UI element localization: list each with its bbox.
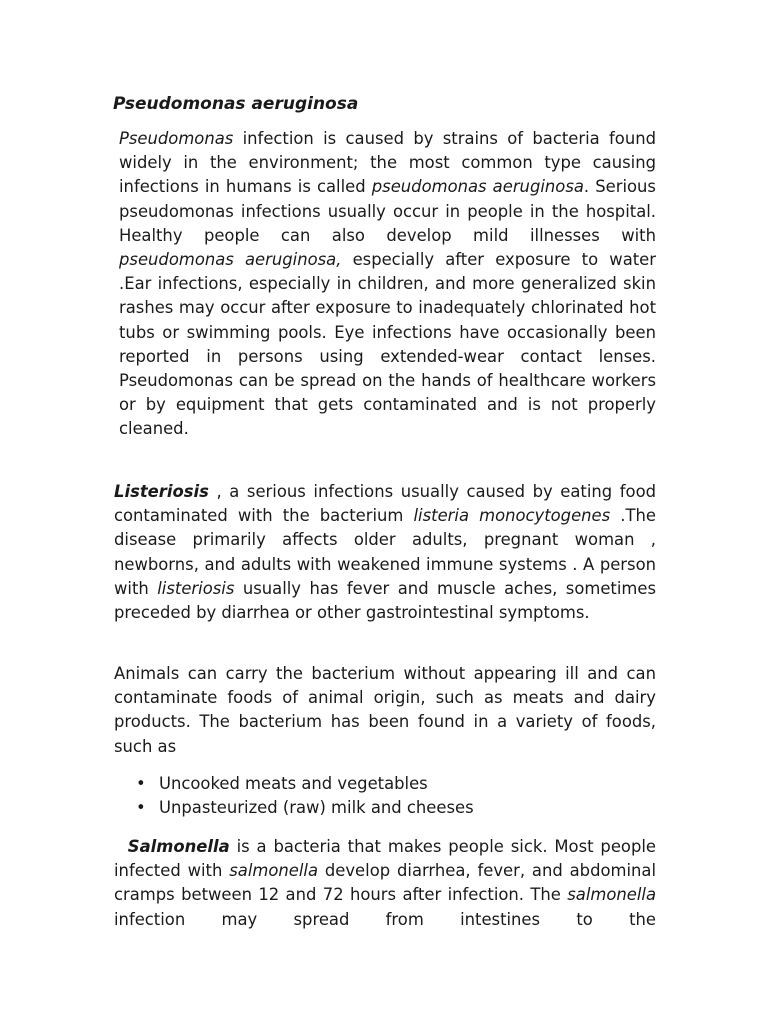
paragraph-text: especially after exposure to water .Ear infections, especially in children, and more generalized skin rashes may occur after exposure to inadequately chlorinated hot tubs or swimming pools. Eye infections have occasionally been reported in persons using extended-wear contact lenses. Pseudomonas can be spread on the hands of healthcare workers or by equipment that gets contaminated and is not properly cleaned. [119,250,656,439]
term-salmonella: salmonella [567,885,656,905]
paragraph-text: . Serious pseudomonas infections usually occur in people in the hospital. Healthy people can also develop mild illnesses with [119,177,656,245]
term-listeriosis: listeriosis [157,578,235,598]
list-item-text: Unpasteurized (raw) milk and cheeses [159,798,474,818]
list-item-text: Uncooked meats and vegetables [159,774,428,793]
term-pseudomonas: Pseudomonas [119,129,234,148]
paragraph-text: .The disease primarily affects older adults, pregnant woman , newborns, and adults with weakened immune systems . A person with [114,506,656,598]
paragraph-text: , a serious infections usually caused by eating food contaminated with the bacterium [114,482,656,526]
paragraph-listeriosis [114,480,656,625]
term-listeria-monocytogenes: listeria monocytogenes [413,506,611,526]
term-pseudomonas-aeruginosa: pseudomonas aeruginosa, [119,250,342,270]
paragraph-text: infection may spread from intestines to the [114,909,656,929]
indent-space [114,837,128,856]
list-item [114,772,656,796]
paragraph-text: develop diarrhea, fever, and abdominal cramps between 12 and 72 hours after infection. The [114,861,657,905]
paragraph-text: infection is caused by strains of bacteria found widely in the environment; the most common type causing infections in humans is called [119,129,656,197]
paragraph-text: is a bacteria that makes people sick. Most people infected with [114,837,656,881]
list-item [114,796,656,820]
term-salmonella: salmonella [229,861,318,881]
bullet-glyph: • [136,774,146,793]
paragraph-pseudomonas [119,127,656,442]
paragraph-salmonella [114,835,656,932]
term-salmonella-bold: Salmonella [127,837,230,856]
bullet-glyph: • [136,798,146,818]
food-list [114,772,656,820]
paragraph-animals: Animals can carry the bacterium without appearing ill and can contaminate foods of animal origin, such as meats and dairy products. The bacterium has been found in a variety of foods, such as [114,664,656,756]
paragraph-text: usually has fever and muscle aches, sometimes preceded by diarrhea or other gastrointestinal symptoms. [114,578,656,623]
term-listeriosis-bold: Listeriosis [114,482,209,501]
term-pseudomonas-aeruginosa: pseudomonas aeruginosa [371,177,584,197]
section-heading: Pseudomonas aeruginosa [113,94,359,114]
